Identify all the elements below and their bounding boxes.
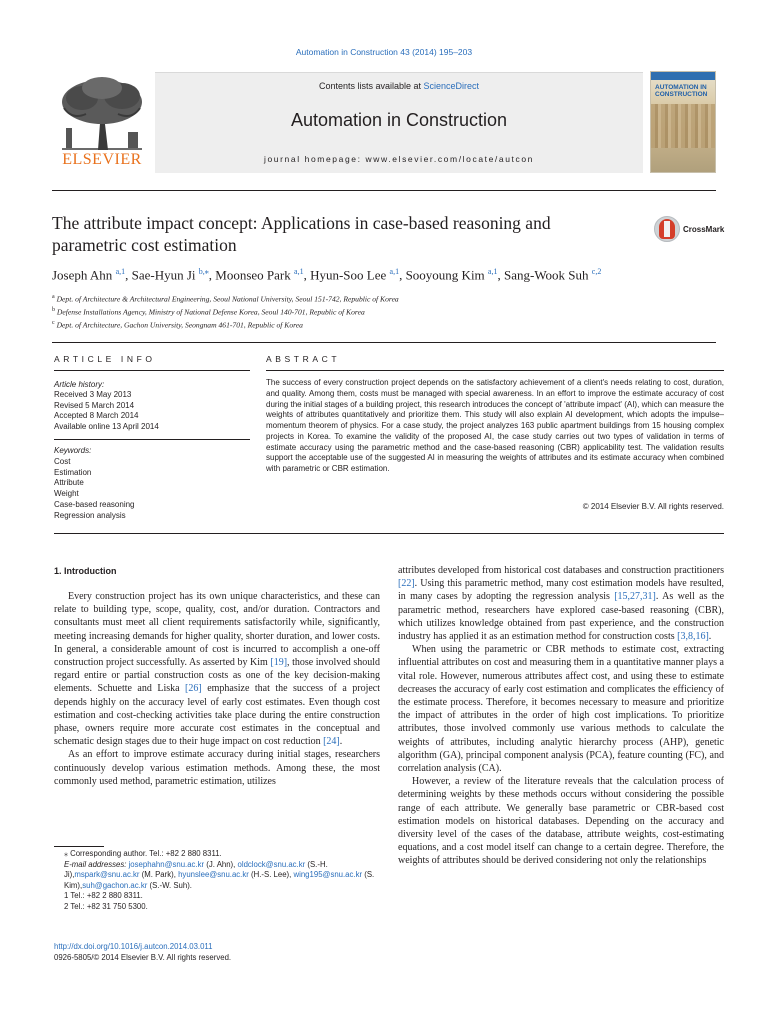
author-name[interactable]: Sae-Hyun Ji [131,267,196,283]
email-link[interactable]: wing195@snu.ac.kr [293,870,363,880]
paragraph: As an effort to improve estimate accuracy during initial stages, researchers continuously develop various estimation methods. Among these, the most commonly used method, parametric estimation, utilizes [54,749,380,787]
author-affiliation-marker[interactable]: b,⁎ [198,267,209,276]
footnote-tel-1: 1 Tel.: +82 2 880 8311. [64,891,143,901]
abstract-rule [266,370,724,371]
article-info-heading: ARTICLE INFO [54,354,156,364]
body-top-rule [54,533,724,534]
keywords [54,446,244,522]
body-column-right [398,564,724,868]
journal-name: Automation in Construction [290,110,508,130]
author-separator: , [303,267,311,283]
author-affiliation-marker[interactable]: c,2 [591,267,602,276]
paragraph [398,564,724,643]
text-run: , those involved should regard entire or partial construction costs as one of the key decision-making elements. Schuette and Liska [54,657,380,695]
footnote-rule [54,846,104,847]
keywords-label: Keywords: [54,446,92,455]
sciencedirect-link[interactable]: ScienceDirect [423,81,480,91]
affiliations [52,292,716,331]
email-owner: (S.-H. Ji), [64,859,328,880]
history-item: Revised 5 March 2014 [54,400,135,410]
citation-link[interactable]: [26] [185,683,202,695]
article-history [54,380,244,432]
affiliation-text: Dept. of Architecture, Gachon University, Seongnam 461-701, Republic of Korea [56,320,303,330]
author-name[interactable]: Moonseo Park [215,267,291,283]
text-run: attributes developed from historical cost databases and construction practitioners [398,565,724,576]
paragraph [54,590,380,748]
email-link[interactable]: mspark@snu.ac.kr [74,870,140,880]
affiliation-marker: b [52,307,55,314]
affiliation-text: Dept. of Architecture & Architectural Engineering, Seoul National University, Seoul 151-742, Republic of Korea [56,294,399,304]
author-name[interactable]: Hyun-Soo Lee [310,267,387,283]
history-item: Accepted 8 March 2014 [54,411,139,421]
text-run: emphasize that the success of a project depends highly on the accuracy level of early cost estimates. Even though cost estimation and cost-checking activities take place during the entire construction phase, owners require more accurate cost estimates in the conceptual and schematic design stages due to their huge impact on cost reduction [54,683,380,748]
history-rule [54,439,250,440]
doi-block [54,941,380,963]
footnotes [54,849,380,913]
affiliation-item [52,318,716,331]
footnote-tel-2: 2 Tel.: +82 31 750 5300. [64,901,148,911]
cover-image [651,104,716,148]
paragraph: When using the parametric or CBR methods to estimate cost, extracting influential attributes on cost and measuring them in a quantitative manner plays a vital role. However, numerous attributes affect cost, and using these to estimate decreases the accuracy of early cost estimation and complicates the efficiency of the estimate process. Therefore, it becomes necessary to measure and prioritize the impact of attributes in the order of high cost implications. To prioritize attributes, those involved commonly use various methods to calculate the weights of attributes, including analytic hierarchy process (AHP), genetic algorithm (GA), principal component analysis (PCA), feature counting (FC), and correlation analysis (CA). [398,644,724,775]
crossmark-badge[interactable] [654,216,728,244]
keyword-item: Estimation [54,467,92,477]
affiliation-item [52,305,716,318]
email-link[interactable]: oldclock@snu.ac.kr [237,859,306,869]
journal-reference-link[interactable]: Automation in Construction 43 (2014) 195–203 [295,47,473,57]
email-link[interactable]: josephahn@snu.ac.kr [128,859,205,869]
text-run: Every construction project has its own unique characteristics, and these can relate to building type, scope, quality, cost, and/or duration. Contractors and consultants must meet all client requirements satisfactorily while, significantly, meeting increasing demands for higher quality, shorter duration, and lower costs. In general, a considerable amount of cost is incurred to accomplish a one-off construction project successfully. As asserted by Kim [54,591,380,669]
email-link[interactable]: hyunslee@snu.ac.kr [178,870,249,880]
masthead-rule [52,190,716,191]
author-affiliation-marker[interactable]: a,1 [389,267,400,276]
cover-strip [651,72,716,80]
journal-masthead [52,68,716,177]
journal-cover-thumbnail[interactable] [650,71,716,173]
text-run: . [708,631,712,643]
author-separator: , [208,267,216,283]
author-list [52,267,716,283]
author-affiliation-marker[interactable]: a,1 [487,267,498,276]
author-separator: , [497,267,504,283]
crossmark-label: CrossMark [683,225,725,234]
email-owner: (M. Park), [139,870,179,880]
title-line-1: The attribute impact concept: Applications in case-based reasoning and [52,213,551,233]
keyword-item: Attribute [54,478,84,488]
email-owner: (J. Ahn), [204,859,238,869]
footnote-emails [54,860,380,892]
contents-line [155,81,643,91]
crossmark-icon-bar [664,221,670,237]
body-column-left [54,590,380,788]
history-item: Received 3 May 2013 [54,390,132,400]
keyword-item: Cost [54,456,71,466]
affiliation-marker: a [52,294,55,300]
affiliation-text: Defense Installations Agency, Ministry of National Defense Korea, Seoul 140-701, Republic of Korea [56,307,365,317]
keyword-item: Weight [54,489,79,499]
footnote-corresponding: ⁎ Corresponding author. Tel.: +82 2 880 8311. [64,849,222,858]
cover-title: AUTOMATION IN CONSTRUCTION [655,84,708,98]
citation-link[interactable]: [15,27,31] [614,591,656,603]
title-line-2: parametric cost estimation [52,235,237,255]
email-label: E-mail addresses: [64,859,129,869]
contents-prefix: Contents lists available at [318,81,424,91]
issn-copyright: 0926-5805/© 2014 Elsevier B.V. All rights reserved. [54,953,232,962]
abstract-copyright: © 2014 Elsevier B.V. All rights reserved. [582,502,724,511]
author-affiliation-marker[interactable]: a,1 [115,267,126,276]
author-separator: , [125,267,132,283]
author-name[interactable]: Sooyoung Kim [405,267,485,283]
paragraph: However, a review of the literature reveals that the calculation process of determining weights by these methods occurs without considering the possible range of each attribute. We generally base parametric or CBR-based cost estimation models on historical databases. Depending on the accuracy and diversity level of the cases of the database, attribute weights, cost-estimating equations, and a cost model itself can change to a certain degree. Therefore, the weights of attributes should be derived considering not only the relationships [398,776,724,867]
email-owner: (H.-S. Lee), [248,870,294,880]
email-owner: (S. Kim), [64,870,375,890]
author-affiliation-marker[interactable]: a,1 [294,267,304,276]
elsevier-wordmark: ELSEVIER [62,151,142,168]
affiliation-rule [52,342,716,343]
email-owner: (S.-W. Suh). [147,880,192,890]
citation-link[interactable]: [22] [398,578,415,590]
keyword-item: Regression analysis [54,510,126,520]
text-run: . [339,736,343,748]
keyword-item: Case-based reasoning [54,499,135,509]
journal-homepage[interactable]: journal homepage: www.elsevier.com/locate/autcon [263,154,535,164]
citation-link[interactable]: [3,8,16] [677,631,709,643]
author-name[interactable]: Sang-Wook Suh [503,267,589,283]
doi-link[interactable]: http://dx.doi.org/10.1016/j.autcon.2014.03.011 [54,942,213,951]
citation-link[interactable]: [24] [323,736,340,748]
author-separator: , [399,267,406,283]
article-info-rule [54,370,250,371]
article-title [52,212,632,256]
abstract-heading: ABSTRACT [266,354,341,364]
email-link[interactable]: suh@gachon.ac.kr [82,880,148,890]
history-item: Available online 13 April 2014 [54,421,159,431]
text-run: . Using this parametric method, many cost estimation models have resulted, in many cases by adopting the regression analysis [398,578,724,603]
author-name[interactable]: Joseph Ahn [52,267,113,283]
text-run: . As well as the parametric method, researchers have explored case-based reasoning (CBR), which utilizes knowledge obtained from past experience, and the construction industry has applied it as an estimation method for construction costs [398,591,725,643]
affiliation-marker: c [52,320,55,327]
section-heading-introduction: 1. Introduction [54,566,117,576]
citation-link[interactable]: [19] [270,657,288,669]
history-label: Article history: [54,380,105,389]
abstract-text: The success of every construction project depends on the satisfactory achievement of a client's needs relating to cost, duration, and quality. Among them, costs must be managed with special awareness. In an effort to improve the estimate accuracy of cost during the initial stages of a building project, this research introduces the concept of 'attribute impact' (AI), which can measure the weights of attributes quantitatively and prioritize them. This study will also explain AI development, which adopts the impulse–momentum theorem of physics. For a case study, the project analyzes 163 public apartment buildings from 15 housing complex projects in Korea. To examine the validity of the proposed AI, the case study carries out two types of validation in terms of estimate accuracy using the parametric method and the case-based reasoning (CBR) applicability test. The validation results support the acceptable use of the suggested AI in measuring the weights of attributes and its estimate accuracy when combined with parametric or CBR estimation. [266,378,724,473]
affiliation-item [52,292,716,305]
